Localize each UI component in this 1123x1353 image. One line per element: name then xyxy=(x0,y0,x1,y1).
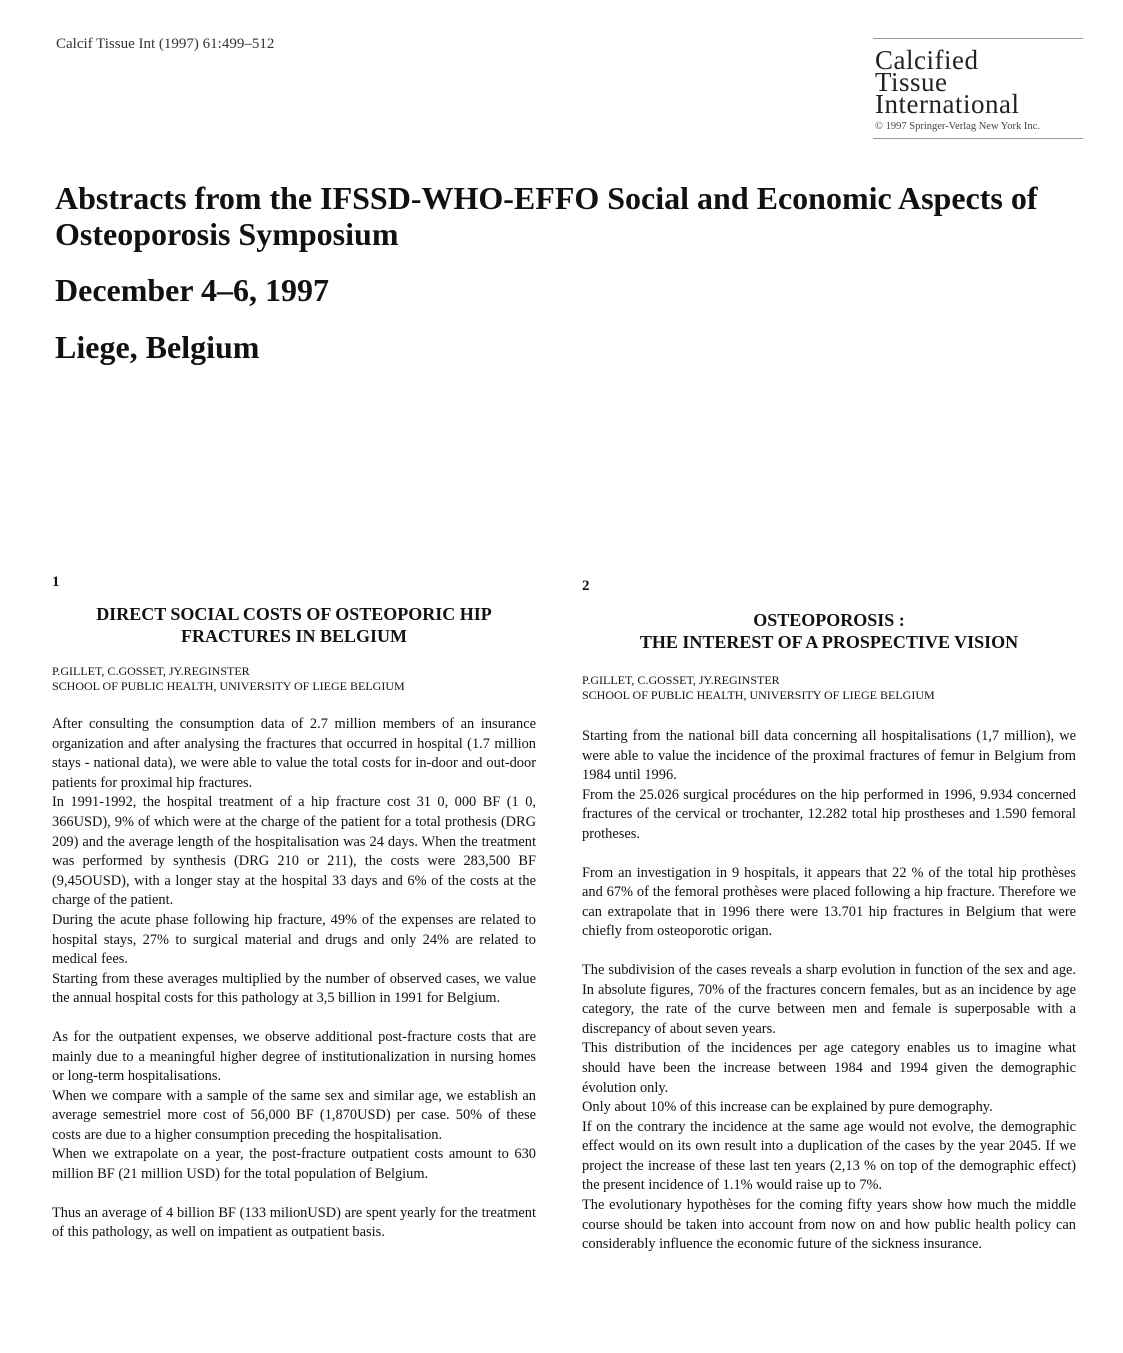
symposium-location: Liege, Belgium xyxy=(55,329,260,365)
paragraph: Starting from the national bill data concerning all hospitalisations (1,7 million), we were able to value the incidence of the proximal fractures of femur in Belgium from 1984 until 1996. xyxy=(582,728,1076,784)
abstract-body xyxy=(582,727,1076,1255)
paragraph: Only about 10% of this increase can be explained by pure demography. xyxy=(582,1099,993,1116)
paragraph: If on the contrary the incidence at the same age would not evolve, the demographic effect would on its own result into a duplication of the cases by the year 2045. If we project the increase of these last ten years (2,13 % on top of the demographic effect) the present incidence of 1.1% would raise up to 7%. xyxy=(582,1118,1076,1194)
abstract-1 xyxy=(52,574,536,1243)
logo-line: International xyxy=(875,89,1020,119)
abstract-authors xyxy=(52,664,536,694)
logo-line: Calcified xyxy=(875,45,979,75)
logo-top-rule xyxy=(873,38,1083,39)
paragraph: As for the outpatient expenses, we observe additional post-fracture costs that are mainly due to a meaningful higher degree of institutionalization in nursing homes or long-term hospitalisations. xyxy=(52,1028,536,1085)
paragraph: During the acute phase following hip fracture, 49% of the expenses are related to hospital stays, 27% to surgical material and drugs and only 24% are related to medical fees. xyxy=(52,911,536,968)
symposium-date: December 4–6, 1997 xyxy=(55,272,329,308)
abstract-title xyxy=(582,609,1076,653)
page-title: Abstracts from the IFSSD-WHO-EFFO Social and Economic Aspects of Osteoporosis Symposium xyxy=(55,180,1038,252)
abstract-2 xyxy=(582,578,1076,1255)
abstract-body xyxy=(52,715,536,1243)
paragraph: From the 25.026 surgical procédures on the hip performed in 1996, 9.934 concerned fractures of the cervical or trochanter, 12.282 total hip prostheses and 1.590 femoral protheses. xyxy=(582,786,1076,842)
paragraph: When we compare with a sample of the same sex and similar age, we establish an average semestriel more cost of 56,000 BF (1,870USD) per case. 50% of these costs are due to a higher consumption preceding the hospitalisation. xyxy=(52,1087,536,1143)
abstract-authors xyxy=(582,673,1076,703)
paragraph: Starting from these averages multiplied by the number of observed cases, we value the annual hospital costs for this pathology at 3,5 billion in 1991 for Belgium. xyxy=(52,970,536,1007)
logo-line: Tissue xyxy=(875,67,948,97)
paragraph: The subdivision of the cases reveals a sharp evolution in function of the sex and age. In absolute figures, 70% of the fractures concern females, but as an incidence by age category, the rate of the curve between men and female is superposable with a discrepancy of about seven years. xyxy=(582,961,1076,1037)
paragraph: This distribution of the incidences per age category enables us to imagine what should have been the increase between 1984 and 1994 given the demographic évolution only. xyxy=(582,1040,1076,1096)
abstract-number: 1 xyxy=(52,574,60,590)
abstract-number: 2 xyxy=(582,578,590,594)
author-affiliation: SCHOOL OF PUBLIC HEALTH, UNIVERSITY OF LIEGE BELGIUM xyxy=(582,688,935,702)
author-names: P.GILLET, C.GOSSET, JY.REGINSTER xyxy=(582,673,780,687)
paragraph: After consulting the consumption data of 2.7 million members of an insurance organization and after analysing the fractures that occurred in hospital (1.7 million stays - national data), we were able to value the total costs for in-door and out-door patients for proximal hip fractures. xyxy=(52,716,536,791)
author-names: P.GILLET, C.GOSSET, JY.REGINSTER xyxy=(52,664,250,678)
abstract-title-line: OSTEOPOROSIS : xyxy=(753,610,905,630)
author-affiliation: SCHOOL OF PUBLIC HEALTH, UNIVERSITY OF LIEGE BELGIUM xyxy=(52,679,405,693)
abstract-title: DIRECT SOCIAL COSTS OF OSTEOPORIC HIP FRACTURES IN BELGIUM xyxy=(96,604,492,646)
logo-bottom-rule xyxy=(873,138,1083,139)
paragraph: In 1991-1992, the hospital treatment of a hip fracture cost 31 0, 000 BF (1 0, 366USD), 9% of which were at the charge of the patient for a total prothesis (DRG 209) and the average length of the hospitalisation was 24 days. When the treatment was performed by synthesis (DRG 210 or 211), the costs were 283,500 BF (9,45OUSD), with a longer stay at the hospital 33 days and 6% of the costs at the charge of the patient. xyxy=(52,794,536,909)
abstract-title-line: THE INTEREST OF A PROSPECTIVE VISION xyxy=(639,632,1019,652)
paragraph: The evolutionary hypothèses for the coming fifty years show how much the middle course should be taken into account from now on and how public health policy can considerably influence the economic future of the sickness insurance. xyxy=(582,1197,1076,1253)
paragraph: From an investigation in 9 hospitals, it appears that 22 % of the total hip prothèses and 67% of the femoral prothèses were placed following a hip fracture. Therefore we can extrapolate that in 1996 there were 13.701 hip fractures in Belgium that were chiefly from osteoporotic origan. xyxy=(582,864,1076,940)
journal-logo xyxy=(873,38,1083,139)
logo-wordmark xyxy=(875,45,1083,119)
logo-copyright: © 1997 Springer-Verlag New York Inc. xyxy=(875,121,1040,132)
journal-citation: Calcif Tissue Int (1997) 61:499–512 xyxy=(56,36,275,52)
paragraph: Thus an average of 4 billion BF (133 milionUSD) are spent yearly for the treatment of this pathology, as well on impatient as outpatient basis. xyxy=(52,1204,536,1241)
paragraph: When we extrapolate on a year, the post-fracture outpatient costs amount to 630 million BF (21 million USD) for the total population of Belgium. xyxy=(52,1146,536,1183)
